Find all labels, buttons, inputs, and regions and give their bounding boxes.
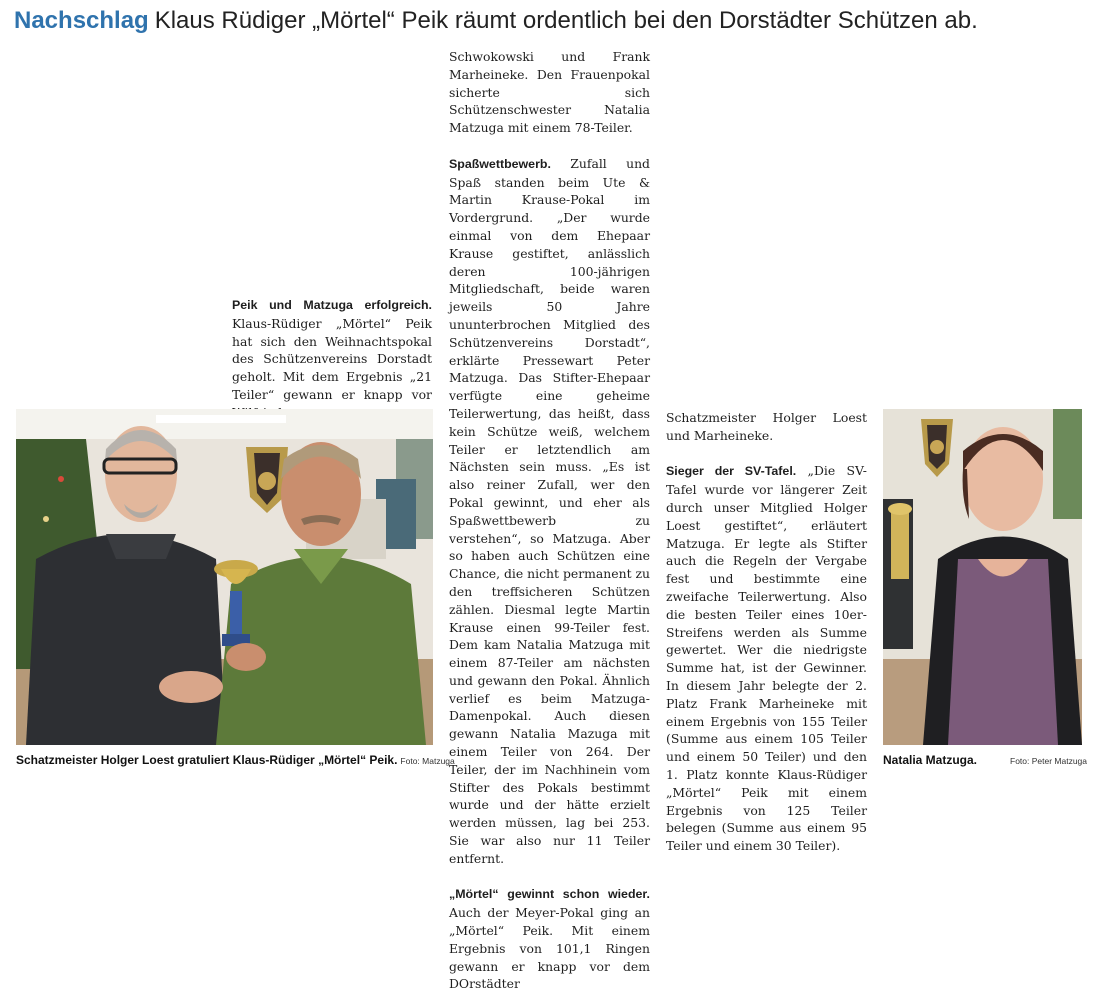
- caption-right: Natalia Matzuga.: [883, 753, 978, 767]
- photo-natalia-image: [883, 409, 1082, 745]
- article-column-middle: [449, 48, 650, 993]
- caption-left-credit: Foto: Matzuga: [400, 756, 455, 766]
- paragraph: Schwokowski und Frank Marheineke. Den Frauenpokal sicherte sich Schützenschwester Natalia Matzuga mit einem 78-Teiler.: [449, 49, 650, 136]
- paragraph: Zufall und Spaß standen beim Ute & Martin Krause-Pokal im Vordergrund. „Der wurde einmal von dem Ehepaar Krause gestiftet, anlässlich deren 100-jährigen Mitgliedschaft, beide waren jeweils 50 Jahre ununterbrochen Mitglied des Schützenvereins Dorstadt“, erklärte Pressewart Peter Matzuga. Das Stifter-Ehepaar verfügte eine geheime Teilerwertung, das heißt, dass kein Schütze weiß, welchem Teiler er letztendlich am Nächsten sein muss. „Es ist also reiner Zufall, wer den Pokal gewinnt, und eher als Spaßwettbewerb zu verstehen“, so Matzuga. Aber so haben auch Schützen eine Chance, die nicht permanent zu den treffsicheren Schützen zählen. Diesmal legte Martin Krause einen 99-Teiler fest. Dem kam Natalia Matzuga mit einem 87-Teiler am nächsten und gewann den Pokal. Ähnlich verlief es beim Matzuga-Damenpokal. Auch diesen gewann Natalia Mazuga mit einem Teiler von 264. Der Teiler, der im Nachhinein vom Stifter des Pokals bestimmt wurde und der hätte erzielt werden müssen, lag bei 253. Sie war also nur 11 Teiler entfernt.: [449, 155, 650, 866]
- photo-handshake-image: [16, 409, 433, 745]
- paragraph: „Die SV-Tafel wurde vor längerer Zeit durch unser Mitglied Holger Loest gestiftet“, erläutert Matzuga. Er legte als Stifter auch die Regeln der Vergabe fest und bestimmte eine zweifache Teilerwertung. Also die besten Teiler eines 10er-Streifens werden als Summe gewertet. Wer die niedrigste Summe hat, ist der Gewinner. In diesem Jahr belegte der 2. Platz Frank Marheineke mit einem Ergebnis von 155 Teiler (Summe aus einem 105 Teiler und einem 50 Teiler) und den 1. Platz konnte Klaus-Rüdiger „Mörtel“ Peik mit einem Ergebnis von 125 Teiler belegen (Summe aus einem 95 Teiler und einem 30 Teiler).: [666, 463, 867, 854]
- intro-block: [232, 296, 432, 422]
- article-headline: [14, 4, 1084, 38]
- article-column-right: [666, 409, 867, 855]
- headline-kicker: Nachschlag: [14, 7, 149, 34]
- caption-left-text: Schatzmeister Holger Loest gratuliert Klaus-Rüdiger „Mörtel“ Peik.: [16, 753, 398, 767]
- caption-left: [16, 753, 455, 767]
- photo-handshake: [16, 409, 433, 745]
- subhead-spasswettbewerb: Spaßwettbewerb.: [449, 156, 551, 171]
- intro-text: Klaus-Rüdiger „Mörtel“ Peik hat sich den Weihnachtspokal des Schützenvereins Dorstadt geholt. Mit dem Ergebnis „21 Teiler“ gewann er knapp vor: [232, 315, 432, 402]
- paragraph: Auch der Meyer-Pokal ging an „Mörtel“ Peik. Mit einem Ergebnis von 101,1 Ringen gewann er knapp vor dem DOrstädter: [449, 905, 650, 992]
- intro-lead: Peik und Matzuga erfolgreich.: [232, 298, 432, 312]
- paragraph: Schatzmeister Holger Loest und Marheineke.: [666, 410, 867, 443]
- photo-natalia: [883, 409, 1082, 745]
- subhead-sv-tafel: Sieger der SV-Tafel.: [666, 464, 797, 479]
- headline-text: Klaus Rüdiger „Mörtel“ Peik räumt ordentlich bei den Dorstädter Schützen ab.: [154, 7, 978, 34]
- caption-right-credit: Foto: Peter Matzuga: [1010, 756, 1088, 766]
- subhead-moertel: „Mörtel“ gewinnt schon wieder.: [449, 887, 650, 902]
